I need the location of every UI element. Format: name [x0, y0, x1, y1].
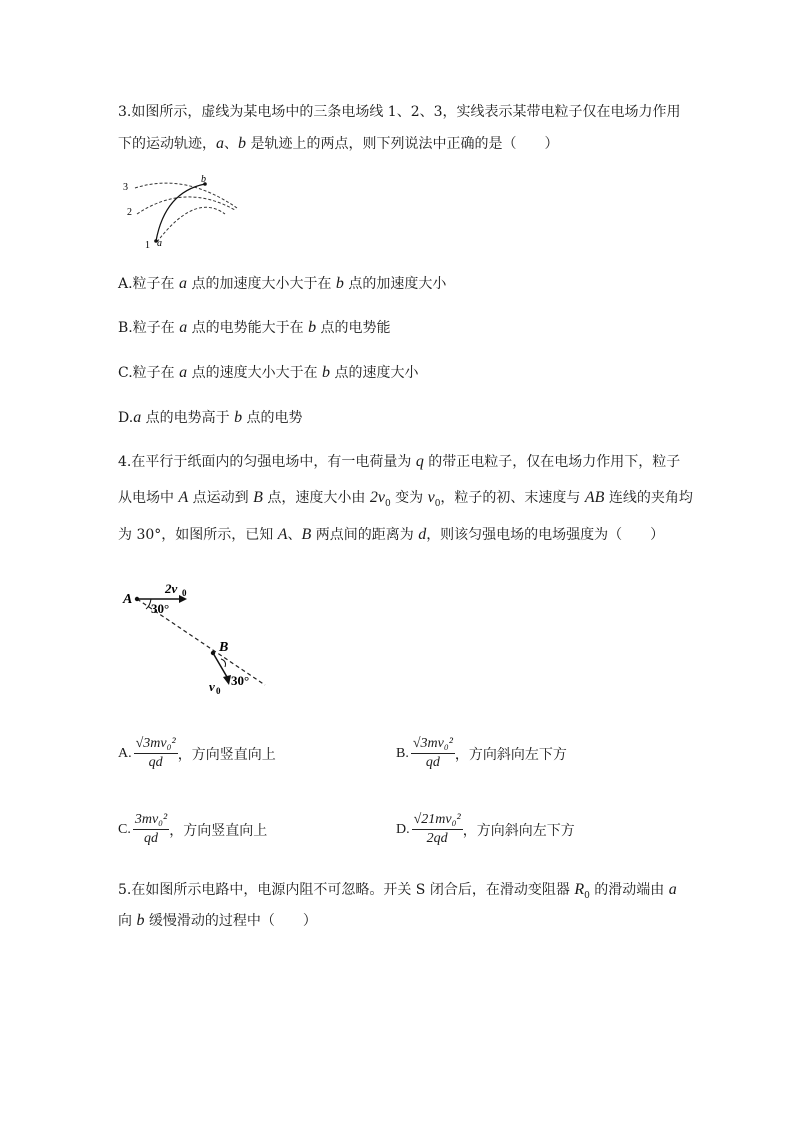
label-angle-A: 30°	[151, 601, 170, 616]
q4-option-b	[396, 735, 567, 772]
q4-text: 点，速度大小由	[262, 490, 370, 506]
q4-text: 为 30°，如图所示，已知	[118, 527, 278, 543]
q4-velocity-figure	[115, 575, 275, 700]
option-label: C.	[118, 821, 131, 837]
option-label: A.	[118, 745, 132, 761]
label-v0-subscript: 0	[216, 686, 221, 696]
option-text: 点的电势	[242, 410, 303, 426]
var-2v0: 2v	[369, 489, 385, 506]
label-B: B	[219, 640, 229, 655]
q4-text: 连线的夹角均	[604, 490, 693, 506]
option-text: ，方向斜向左下方	[462, 822, 575, 839]
option-text: 点的速度大小大于在	[187, 365, 323, 381]
label-2: 2	[127, 207, 132, 218]
q3-stem-line1	[118, 102, 681, 122]
q4-option-d	[396, 811, 575, 848]
label-1: 1	[145, 240, 150, 251]
q4-stem-line3	[118, 525, 664, 545]
q3-option-b	[118, 318, 391, 338]
q3-text: 是轨迹上的两点，则下列说法中正确的是（ ）	[246, 136, 559, 152]
var-a: a	[133, 409, 142, 426]
q3-option-d	[118, 408, 303, 428]
var-v0: v	[427, 489, 435, 506]
option-label: B.	[396, 745, 409, 761]
var-a: a	[216, 135, 224, 152]
particle-trajectory	[156, 184, 205, 241]
q3-text: 下的运动轨迹，	[118, 136, 216, 152]
var-a: a	[179, 275, 188, 292]
option-text: D.	[118, 410, 134, 426]
arrow-v0	[213, 653, 227, 677]
q4-text: 的带正电粒子，仅在电场力作用下，粒子	[423, 454, 681, 470]
field-line-1	[157, 207, 225, 242]
fraction-numerator: √21mv₀²	[412, 811, 463, 830]
var-A: A	[178, 489, 189, 506]
option-text: 点的电势能	[316, 320, 391, 336]
q4-text: ，则该匀强电场的电场强度为（ ）	[426, 527, 665, 543]
q3-stem-line2	[118, 134, 558, 154]
q3-text: 、	[224, 136, 238, 152]
fraction	[411, 735, 455, 772]
fraction-numerator: √3mv₀²	[134, 735, 178, 754]
arrowhead-v0	[223, 675, 231, 685]
subscript-0: 0	[384, 498, 391, 509]
label-2v0: 2v	[165, 581, 178, 596]
label-v0: v	[209, 679, 215, 694]
var-b: b	[308, 319, 317, 336]
q4-stem-line1	[118, 452, 680, 472]
option-text: C.粒子在	[118, 365, 180, 381]
option-text: 点的加速度大小大于在	[187, 276, 336, 292]
option-text: A.粒子在	[118, 276, 180, 292]
label-b: b	[201, 174, 206, 185]
q4-text: 4.在平行于纸面内的匀强电场中，有一电荷量为	[118, 454, 416, 470]
q4-text: ，粒子的初、末速度与	[440, 490, 585, 506]
fraction	[134, 735, 178, 772]
var-b: b	[136, 912, 145, 929]
q3-option-c	[118, 363, 418, 383]
fraction-denominator: 2qd	[426, 831, 448, 846]
fraction	[133, 811, 169, 848]
var-B: B	[253, 489, 263, 506]
fraction-numerator: 3mv₀²	[133, 811, 169, 830]
angle-arc-B	[221, 659, 226, 667]
var-R0: R	[574, 881, 585, 898]
q4-option-c	[118, 811, 267, 848]
option-text: ，方向竖直向上	[177, 746, 276, 763]
q3-field-figure	[115, 170, 245, 255]
var-b: b	[335, 275, 344, 292]
q5-text: 5.在如图所示电路中，电源内阻不可忽略。开关 S 闭合后，在滑动变阻器	[118, 882, 575, 898]
var-b: b	[238, 135, 246, 152]
fraction-denominator: qd	[148, 755, 163, 770]
var-d: d	[418, 526, 427, 543]
option-text: ，方向斜向左下方	[454, 746, 567, 763]
label-A: A	[123, 592, 133, 607]
q4-text: 两点间的距离为	[311, 527, 419, 543]
q5-text: 的滑动端由	[589, 882, 669, 898]
fraction	[412, 811, 463, 848]
q4-text: 从电场中	[118, 490, 179, 506]
option-text: 点的电势高于	[141, 410, 235, 426]
q5-text: 缓慢滑动的过程中（ ）	[144, 913, 317, 929]
fraction-denominator: qd	[425, 755, 440, 770]
var-B: B	[301, 526, 312, 543]
option-text: ，方向竖直向上	[169, 822, 268, 839]
label-angle-B: 30°	[231, 673, 250, 688]
option-label: D.	[396, 821, 410, 837]
q5-stem-line1	[118, 880, 677, 906]
var-b: b	[234, 409, 243, 426]
option-text: 点的加速度大小	[343, 276, 447, 292]
fraction-numerator: √3mv₀²	[411, 735, 455, 754]
var-a: a	[668, 881, 677, 898]
option-text: B.粒子在	[118, 320, 180, 336]
label-3: 3	[123, 182, 128, 193]
q3-text: 3.如图所示，虚线为某电场中的三条电场线 1、2、3，实线表示某带电粒子仅在电场力作用	[118, 104, 681, 120]
q4-text: 变为	[390, 490, 428, 506]
point-A	[135, 597, 139, 601]
var-a: a	[179, 319, 188, 336]
label-2v0-subscript: 0	[182, 588, 187, 598]
q4-text: 、	[287, 527, 302, 543]
fraction-denominator: qd	[144, 831, 159, 846]
var-q: q	[415, 453, 424, 470]
subscript-0: 0	[434, 498, 441, 509]
q4-stem-line2	[118, 488, 693, 514]
q3-option-a	[118, 274, 446, 294]
var-A: A	[277, 526, 288, 543]
option-text: 点的电势能大于在	[187, 320, 309, 336]
q5-text: 向	[118, 913, 137, 929]
field-line-3	[135, 183, 237, 208]
option-text: 点的速度大小	[330, 365, 419, 381]
q5-stem-line2	[118, 911, 317, 931]
var-AB: AB	[584, 489, 605, 506]
q4-text: 点运动到	[188, 490, 254, 506]
label-a: a	[157, 238, 162, 249]
subscript-0: 0	[584, 890, 590, 901]
var-b: b	[322, 364, 331, 381]
q4-option-a	[118, 735, 276, 772]
var-a: a	[179, 364, 188, 381]
